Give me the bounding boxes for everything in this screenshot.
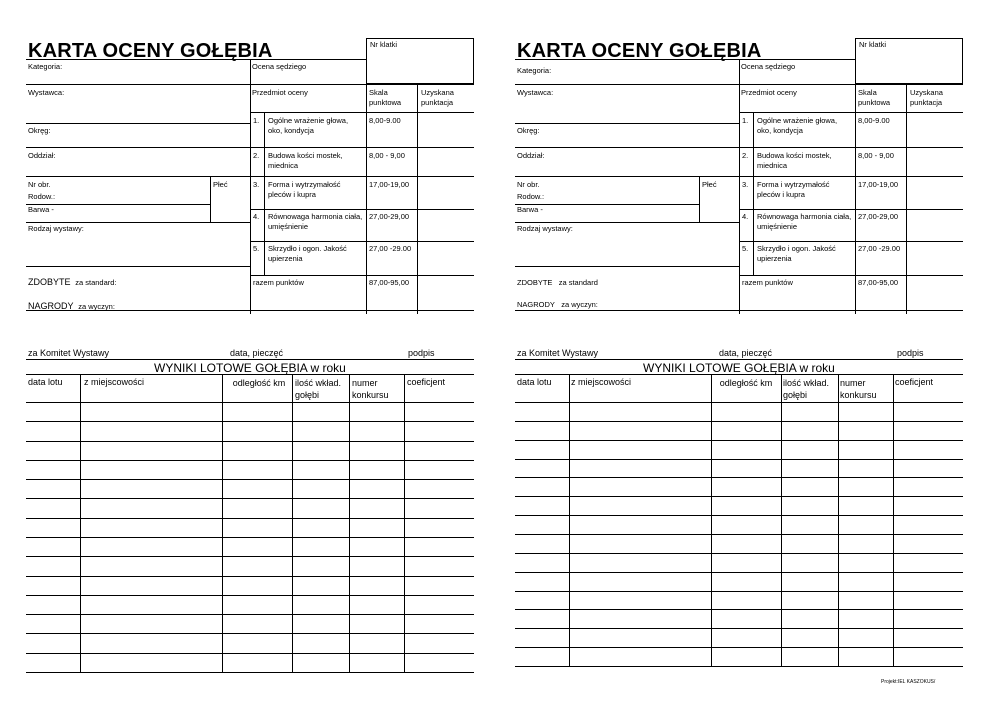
table-row-line [515,609,963,610]
footer-credit: Projekt:IEL KASZOKUS/ [881,679,936,685]
color-label: Barwa - [28,205,54,214]
criterion-number: 4. [742,212,749,221]
criterion-label: Skrzydło i ogon. Jakość upierzenia [757,244,836,263]
table-row-line [26,518,474,519]
table-column-line [711,374,712,666]
sex-label: Płeć [702,180,717,189]
exhibitor-label: Wystawca: [28,88,65,97]
table-row-line [26,595,474,596]
judge-rating-label: Ocena sędziego [741,62,796,71]
criterion-number: 3. [742,180,749,189]
table-row-line [26,441,474,442]
awards-label: NAGRODY za wyczyn: [517,300,598,309]
criterion-number: 2. [742,151,749,160]
table-column-line [838,374,839,666]
criterion-label: Forma i wytrzymałość pleców i kupra [757,180,830,199]
pedigree-label: Rodow.: [28,192,56,201]
district-label: Okręg: [517,126,540,135]
table-row-line [515,515,963,516]
col-pigeons-count: ilość wkład. gołębi [295,378,342,400]
criterion-number: 1. [742,116,749,125]
criterion-scale: 27,00 -29.00 [858,244,901,253]
exhibition-type-label: Rodzaj wystawy: [28,224,84,233]
pigeon-evaluation-card-left [26,0,474,701]
table-row-line [26,421,474,422]
criterion-label: Ogólne wrażenie głowa, oko, kondycja [268,116,349,135]
subject-label: Przedmiot oceny [252,88,308,97]
judge-rating-label: Ocena sędziego [252,62,307,71]
branch-label: Oddział: [28,151,56,160]
won-standard-label: ZDOBYTE za standard: [28,277,117,287]
branch-label: Oddział: [517,151,545,160]
table-column-line [292,374,293,672]
date-stamp-label: data, pieczęć [230,348,284,358]
criterion-label: Ogólne wrażenie głowa, oko, kondycja [757,116,838,135]
criterion-number: 1. [253,116,260,125]
criterion-label: Równowaga harmonia ciała, umięśnienie [268,212,363,231]
sex-label: Płeć [213,180,228,189]
pigeon-evaluation-card-right [515,0,963,701]
criterion-scale: 8,00 - 9,00 [369,151,405,160]
col-coefficient: coeficjent [895,377,934,387]
score-header: Uzyskana punktacja [421,88,454,107]
table-row-line [515,421,963,422]
table-row-line [515,647,963,648]
color-label: Barwa - [517,205,543,214]
signature-label: podpis [897,348,924,358]
category-label: Kategoria: [517,66,552,75]
scale-header: Skala punktowa [858,88,891,107]
table-row-line [515,553,963,554]
table-row-line [515,440,963,441]
cage-number-label: Nr klatki [859,40,887,49]
results-table[interactable] [26,374,474,672]
col-contest-number: numer konkursu [840,378,877,400]
table-column-line [222,374,223,672]
results-title: WYNIKI LOTOWE GOŁĘBIA w roku [643,361,835,375]
criterion-scale: 17,00-19,00 [369,180,410,189]
table-row-line [26,653,474,654]
table-row-line [26,402,474,403]
awards-label: NAGRODY za wyczyn: [28,301,115,311]
table-row-line [26,537,474,538]
col-distance: odległość km [719,378,773,388]
subject-label: Przedmiot oceny [741,88,797,97]
won-standard-label: ZDOBYTE za standard [517,278,598,287]
committee-label: za Komitet Wystawy [28,348,109,358]
criterion-scale: 27,00 -29.00 [369,244,412,253]
table-column-line [349,374,350,672]
results-title: WYNIKI LOTOWE GOŁĘBIA w roku [154,361,346,375]
table-row-line [515,628,963,629]
table-row-line [515,496,963,497]
col-contest-number: numer konkursu [352,378,389,400]
table-row-line [515,666,963,667]
col-flight-date: data lotu [517,377,552,387]
exhibition-type-label: Rodzaj wystawy: [517,224,573,233]
district-label: Okręg: [28,126,51,135]
table-column-line [569,374,570,666]
col-pigeons-count: ilość wkład. gołębi [783,378,830,400]
criterion-number: 4. [253,212,260,221]
col-distance: odległość km [232,378,286,388]
criterion-number: 2. [253,151,260,160]
date-stamp-label: data, pieczęć [719,348,773,358]
table-row-line [26,556,474,557]
committee-label: za Komitet Wystawy [517,348,598,358]
col-location: z miejscowości [84,377,145,387]
criterion-scale: 27,00-29,00 [369,212,410,221]
criterion-number: 3. [253,180,260,189]
table-row-line [515,459,963,460]
criterion-scale: 17,00-19,00 [858,180,899,189]
table-column-line [781,374,782,666]
signature-label: podpis [408,348,435,358]
table-row-line [515,477,963,478]
criterion-label: Skrzydło i ogon. Jakość upierzenia [268,244,347,263]
table-row-line [26,672,474,673]
score-header: Uzyskana punktacja [910,88,943,107]
table-column-line [404,374,405,672]
results-table[interactable] [515,374,963,666]
table-row-line [26,460,474,461]
cage-number-box[interactable] [855,38,963,84]
criterion-scale: 27,00-29,00 [858,212,899,221]
col-location: z miejscowości [571,377,632,387]
total-points-label: razem punktów [742,278,793,287]
criterion-label: Forma i wytrzymałość pleców i kupra [268,180,341,199]
table-row-line [26,479,474,480]
criterion-label: Równowaga harmonia ciała, umięśnienie [757,212,852,231]
table-row-line [515,534,963,535]
criterion-number: 5. [253,244,260,253]
table-row-line [26,498,474,499]
category-label: Kategoria: [28,62,63,71]
criterion-label: Budowa kości mostek, miednica [268,151,343,170]
total-scale: 87,00-95,00 [369,278,410,287]
table-row-line [515,572,963,573]
total-scale: 87,00-95,00 [858,278,899,287]
ring-number-label: Nr obr. [517,180,540,189]
cage-number-label: Nr klatki [370,40,398,49]
table-row-line [26,614,474,615]
card-title: KARTA OCENY GOŁĘBIA [517,40,762,62]
criterion-number: 5. [742,244,749,253]
table-row-line [515,402,963,403]
total-points-label: razem punktów [253,278,304,287]
exhibitor-label: Wystawca: [517,88,554,97]
table-row-line [515,591,963,592]
table-row-line [26,576,474,577]
criterion-scale: 8,00-9.00 [858,116,890,125]
scale-header: Skala punktowa [369,88,402,107]
col-coefficient: coeficjent [407,377,446,387]
criterion-scale: 8,00-9.00 [369,116,401,125]
criterion-scale: 8,00 - 9,00 [858,151,894,160]
cage-number-box[interactable] [366,38,474,84]
table-column-line [893,374,894,666]
table-row-line [26,633,474,634]
ring-number-label: Nr obr. [28,180,51,189]
criterion-label: Budowa kości mostek, miednica [757,151,832,170]
col-flight-date: data lotu [28,377,63,387]
table-column-line [80,374,81,672]
card-title: KARTA OCENY GOŁĘBIA [28,40,273,62]
pedigree-label: Rodow.: [517,192,545,201]
